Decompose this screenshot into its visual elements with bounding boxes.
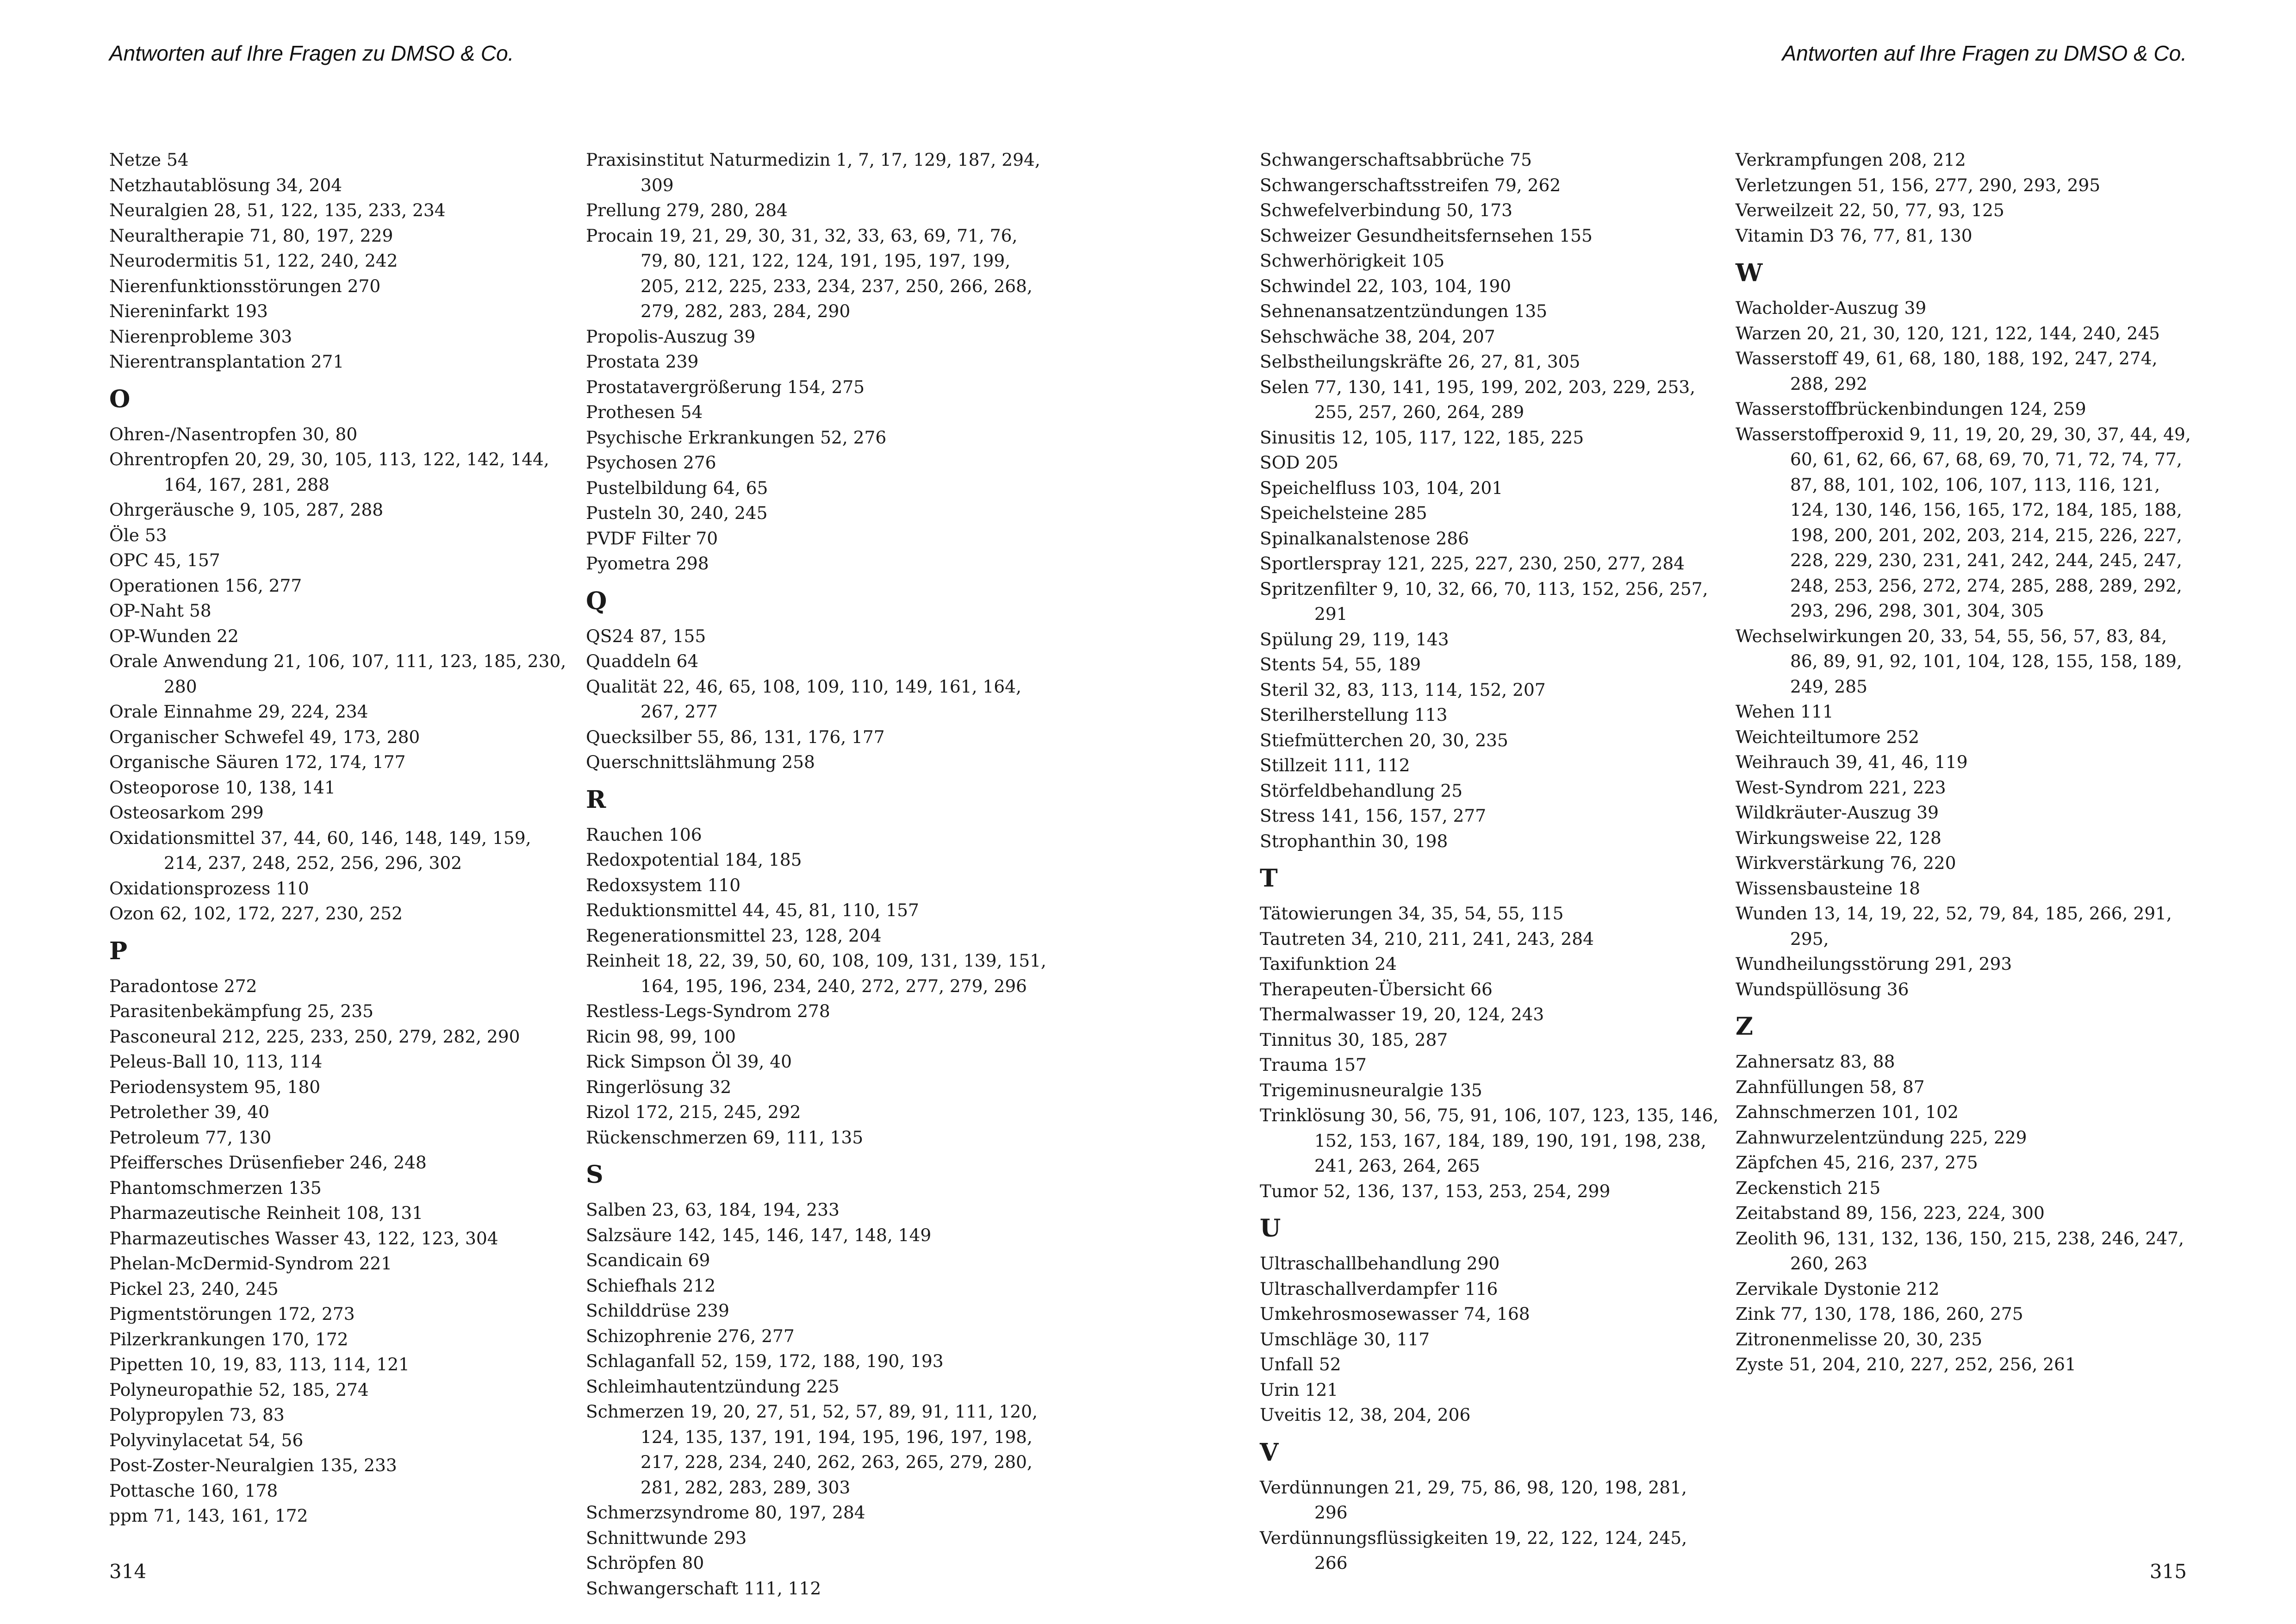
index-entry: Rauchen 106 — [586, 824, 702, 845]
index-entry: Netzhautablösung 34, 204 — [109, 175, 342, 195]
index-entry: Thermalwasser 19, 20, 124, 243 — [1260, 1004, 1544, 1024]
index-entry: PVDF Filter 70 — [586, 528, 718, 549]
index-entry: Weichteiltumore 252 — [1736, 726, 1920, 747]
index-entry: Petroleum 77, 130 — [109, 1127, 272, 1148]
index-entry: Pharmazeutische Reinheit 108, 131 — [109, 1203, 423, 1223]
index-entry: Rizol 172, 215, 245, 292 — [586, 1102, 801, 1122]
index-entry: Verdünnungsflüssigkeiten 19, 22, 122, 124, 245, 266 — [1260, 1527, 1687, 1573]
index-entry: Schmerzsyndrome 80, 197, 284 — [586, 1502, 865, 1523]
index-entry: Zäpfchen 45, 216, 237, 275 — [1736, 1152, 1978, 1173]
index-entry: Vitamin D3 76, 77, 81, 130 — [1736, 225, 1972, 246]
index-letter-heading: W — [1736, 259, 1763, 287]
index-entry: Ringerlösung 32 — [586, 1076, 732, 1097]
index-entry: Störfeldbehandlung 25 — [1260, 780, 1463, 801]
index-entry: Regenerationsmittel 23, 128, 204 — [586, 925, 882, 946]
index-column-1 — [109, 147, 572, 1529]
index-entry: Selen 77, 130, 141, 195, 199, 202, 203, 229, 253, 255, 257, 260, 264, 289 — [1260, 376, 1696, 422]
index-entry: Psychische Erkrankungen 52, 276 — [586, 427, 887, 448]
index-entry: ppm 71, 143, 161, 172 — [109, 1505, 308, 1526]
index-entry: Pottasche 160, 178 — [109, 1480, 278, 1501]
page-number-left: 314 — [109, 1560, 147, 1583]
index-entry: Speichelsteine 285 — [1260, 503, 1427, 523]
index-entry: Wasserstoffbrückenbindungen 124, 259 — [1736, 399, 2086, 419]
index-entry: Trinklösung 30, 56, 75, 91, 106, 107, 123, 135, 146, 152, 153, 167, 184, 189, 190, 191, 198, 238, 241, 263, 264, 265 — [1260, 1105, 1719, 1176]
index-entry: Wissensbausteine 18 — [1736, 878, 1920, 899]
index-entry: Netze 54 — [109, 150, 189, 170]
index-entry: Neuralgien 28, 51, 122, 135, 233, 234 — [109, 200, 446, 220]
index-entry: Ultraschallverdampfer 116 — [1260, 1278, 1498, 1299]
index-entry: Neurodermitis 51, 122, 240, 242 — [109, 250, 398, 271]
index-entry: Ricin 98, 99, 100 — [586, 1026, 736, 1047]
index-entry: Tautreten 34, 210, 211, 241, 243, 284 — [1260, 928, 1594, 949]
index-entry: Zahnfüllungen 58, 87 — [1736, 1076, 1925, 1097]
index-entry: Prostata 239 — [586, 351, 699, 372]
index-entry: Scandicain 69 — [586, 1250, 710, 1270]
index-entry: Procain 19, 21, 29, 30, 31, 32, 33, 63, 69, 71, 76, 79, 80, 121, 122, 124, 191, 195, 197, 199, 205, 212, 225, 233, 234, 237, 250, 266, 268, 279, 282, 283, 284, 290 — [586, 225, 1033, 321]
running-head-right: Antworten auf Ihre Fragen zu DMSO & Co. — [1782, 41, 2187, 65]
index-entry: Verweilzeit 22, 50, 77, 93, 125 — [1736, 200, 2004, 220]
index-entry: Praxisinstitut Naturmedizin 1, 7, 17, 129, 187, 294, 309 — [586, 150, 1040, 195]
index-entry: Tumor 52, 136, 137, 153, 253, 254, 299 — [1260, 1181, 1611, 1201]
index-entry: Strophanthin 30, 198 — [1260, 831, 1448, 851]
index-letter-heading: T — [1260, 864, 1278, 893]
index-entry: Querschnittslähmung 258 — [586, 752, 815, 772]
index-entry: Stress 141, 156, 157, 277 — [1260, 806, 1487, 826]
index-entry: Wasserstoff 49, 61, 68, 180, 188, 192, 247, 274, 288, 292 — [1736, 348, 2158, 394]
index-entry: Spülung 29, 119, 143 — [1260, 629, 1449, 650]
index-entry: Nierentransplantation 271 — [109, 351, 344, 372]
index-entry: QS24 87, 155 — [586, 625, 706, 646]
index-entry: Polyneuropathie 52, 185, 274 — [109, 1379, 369, 1400]
index-entry: Wechselwirkungen 20, 33, 54, 55, 56, 57, 83, 84, 86, 89, 91, 92, 101, 104, 128, 155, 158, 189, 249, 285 — [1736, 625, 2182, 697]
index-entry: Orale Einnahme 29, 224, 234 — [109, 701, 368, 722]
index-entry: Propolis-Auszug 39 — [586, 326, 756, 347]
index-entry: Verletzungen 51, 156, 277, 290, 293, 295 — [1736, 175, 2101, 195]
index-entry: Redoxsystem 110 — [586, 874, 741, 895]
index-entry: Tinnitus 30, 185, 287 — [1260, 1029, 1448, 1050]
index-entry: Organische Säuren 172, 174, 177 — [109, 752, 406, 772]
index-entry: Prothesen 54 — [586, 402, 703, 422]
index-entry: Wirkverstärkung 76, 220 — [1736, 853, 1956, 873]
index-entry: Salben 23, 63, 184, 194, 233 — [586, 1199, 840, 1220]
index-entry: Redoxpotential 184, 185 — [586, 849, 802, 870]
index-entry: Stiefmütterchen 20, 30, 235 — [1260, 730, 1508, 750]
index-entry: Restless-Legs-Syndrom 278 — [586, 1001, 830, 1021]
index-entry: Sportlerspray 121, 225, 227, 230, 250, 277, 284 — [1260, 553, 1685, 574]
index-entry: Uveitis 12, 38, 204, 206 — [1260, 1405, 1471, 1425]
index-entry: Orale Anwendung 21, 106, 107, 111, 123, 185, 230, 280 — [109, 651, 566, 697]
index-entry: Schweizer Gesundheitsfernsehen 155 — [1260, 225, 1593, 246]
index-entry: Umschläge 30, 117 — [1260, 1329, 1430, 1349]
index-entry: SOD 205 — [1260, 452, 1338, 473]
index-entry: Sterilherstellung 113 — [1260, 705, 1448, 725]
index-entry: Nierenfunktionsstörungen 270 — [109, 275, 381, 296]
index-entry: Schwangerschaftsabbrüche 75 — [1260, 150, 1532, 170]
index-entry: Zeolith 96, 131, 132, 136, 150, 215, 238, 246, 247, 260, 263 — [1736, 1228, 2184, 1274]
index-entry: Osteosarkom 299 — [109, 802, 264, 823]
index-entry: Tätowierungen 34, 35, 54, 55, 115 — [1260, 903, 1564, 924]
index-letter-heading: Q — [586, 587, 607, 615]
index-entry: OP-Naht 58 — [109, 600, 212, 621]
index-letter-heading: P — [109, 937, 128, 965]
index-entry: Reinheit 18, 22, 39, 50, 60, 108, 109, 131, 139, 151, 164, 195, 196, 234, 240, 272, 277, 279, 296 — [586, 950, 1046, 996]
index-entry: Schwefelverbindung 50, 173 — [1260, 200, 1513, 220]
page-number-right: 315 — [2149, 1560, 2187, 1583]
index-entry: Ultraschallbehandlung 290 — [1260, 1253, 1500, 1274]
index-entry: Oxidationsmittel 37, 44, 60, 146, 148, 149, 159, 214, 237, 248, 252, 256, 296, 302 — [109, 827, 531, 873]
index-entry: Quaddeln 64 — [586, 651, 699, 671]
index-entry: Zahnschmerzen 101, 102 — [1736, 1102, 1959, 1122]
index-entry: Qualität 22, 46, 65, 108, 109, 110, 149, 161, 164, 267, 277 — [586, 676, 1021, 722]
index-entry: Ohrgeräusche 9, 105, 287, 288 — [109, 500, 384, 520]
index-entry: Reduktionsmittel 44, 45, 81, 110, 157 — [586, 900, 919, 920]
index-entry: Osteoporose 10, 138, 141 — [109, 777, 336, 798]
index-entry: Zeitabstand 89, 156, 223, 224, 300 — [1736, 1203, 2045, 1223]
index-entry: Taxifunktion 24 — [1260, 954, 1397, 974]
index-entry: Polypropylen 73, 83 — [109, 1405, 285, 1425]
index-entry: Sehschwäche 38, 204, 207 — [1260, 326, 1495, 347]
index-entry: Oxidationsprozess 110 — [109, 878, 309, 899]
index-entry: Weihrauch 39, 41, 46, 119 — [1736, 752, 1968, 772]
index-entry: Schwangerschaft 111, 112 — [586, 1578, 821, 1599]
index-entry: Öle 53 — [109, 525, 167, 545]
index-entry: Schiefhals 212 — [586, 1275, 716, 1296]
index-entry: Spinalkanalstenose 286 — [1260, 528, 1469, 549]
index-entry: Verdünnungen 21, 29, 75, 86, 98, 120, 198, 281, 296 — [1260, 1477, 1687, 1523]
index-entry: Verkrampfungen 208, 212 — [1736, 150, 1966, 170]
index-entry: Steril 32, 83, 113, 114, 152, 207 — [1260, 679, 1546, 700]
index-entry: Pilzerkrankungen 170, 172 — [109, 1329, 348, 1349]
index-entry: Schröpfen 80 — [586, 1553, 704, 1573]
index-entry: OPC 45, 157 — [109, 550, 220, 570]
index-entry: Salzsäure 142, 145, 146, 147, 148, 149 — [586, 1224, 932, 1245]
index-entry: Phelan-McDermid-Syndrom 221 — [109, 1253, 392, 1274]
index-entry: Pusteln 30, 240, 245 — [586, 503, 768, 523]
index-letter-heading: V — [1260, 1438, 1279, 1467]
index-entry: OP-Wunden 22 — [109, 625, 239, 646]
index-entry: Unfall 52 — [1260, 1354, 1341, 1374]
index-entry: Pyometra 298 — [586, 553, 709, 574]
index-letter-heading: U — [1260, 1214, 1281, 1243]
index-entry: Wundspüllösung 36 — [1736, 979, 1909, 999]
index-entry: Prellung 279, 280, 284 — [586, 200, 788, 220]
index-entry: Zahnwurzelentzündung 225, 229 — [1736, 1127, 2027, 1148]
index-entry: Neuraltherapie 71, 80, 197, 229 — [109, 225, 393, 246]
index-entry: Zervikale Dystonie 212 — [1736, 1278, 1940, 1299]
index-entry: Wunden 13, 14, 19, 22, 52, 79, 84, 185, 266, 291, 295, — [1736, 903, 2172, 949]
index-entry: Parasitenbekämpfung 25, 235 — [109, 1001, 373, 1021]
index-letter-heading: O — [109, 385, 131, 413]
index-entry: Zyste 51, 204, 210, 227, 252, 256, 261 — [1736, 1354, 2076, 1374]
index-entry: Stents 54, 55, 189 — [1260, 654, 1421, 675]
index-entry: Schlaganfall 52, 159, 172, 188, 190, 193 — [586, 1351, 944, 1371]
index-entry: Selbstheilungskräfte 26, 27, 81, 305 — [1260, 351, 1580, 372]
index-entry: Wasserstoffperoxid 9, 11, 19, 20, 29, 30, 37, 44, 49, 60, 61, 62, 66, 67, 68, 69, 70, 71, 72, 74, 77, 87, 88, 101, 102, 106, 107, 113, 116, 121, 124, 130, 146, 156, 165, 172, 184, 185, 188, 198, 200, 201, 202, 203, 214, 215, 226, 227, 228, 229, 230, 231, 241, 242, 244, 245, 247, 248, 253, 256, 272, 274, 285, 288, 289, 292, 293, 296, 298, 301, 304, 305 — [1736, 424, 2191, 621]
index-entry: Schmerzen 19, 20, 27, 51, 52, 57, 89, 91, 111, 120, 124, 135, 137, 191, 194, 195, 196, 197, 198, 217, 228, 234, 240, 262, 263, 265, 279, 280, 281, 282, 283, 289, 303 — [586, 1401, 1038, 1498]
index-entry: Pfeiffersches Drüsenfieber 246, 248 — [109, 1152, 427, 1173]
index-entry: Schwindel 22, 103, 104, 190 — [1260, 275, 1512, 296]
index-entry: Pasconeural 212, 225, 233, 250, 279, 282, 290 — [109, 1026, 520, 1047]
index-entry: Spritzenfilter 9, 10, 32, 66, 70, 113, 152, 256, 257, 291 — [1260, 578, 1708, 624]
index-entry: Umkehrosmosewasser 74, 168 — [1260, 1304, 1530, 1324]
index-entry: Rick Simpson Öl 39, 40 — [586, 1051, 792, 1072]
index-entry: Pharmazeutisches Wasser 43, 122, 123, 304 — [109, 1228, 498, 1249]
index-entry: Quecksilber 55, 86, 131, 176, 177 — [586, 726, 885, 747]
index-entry: Pigmentstörungen 172, 273 — [109, 1304, 355, 1324]
index-entry: Zink 77, 130, 178, 186, 260, 275 — [1736, 1304, 2023, 1324]
index-entry: Speichelfluss 103, 104, 201 — [1260, 477, 1503, 498]
index-entry: Ohrentropfen 20, 29, 30, 105, 113, 122, 142, 144, 164, 167, 281, 288 — [109, 449, 549, 495]
index-entry: Therapeuten-Übersicht 66 — [1260, 979, 1493, 999]
index-entry: Ozon 62, 102, 172, 227, 230, 252 — [109, 903, 403, 924]
index-entry: Nierenprobleme 303 — [109, 326, 292, 347]
index-entry: Sinusitis 12, 105, 117, 122, 185, 225 — [1260, 427, 1584, 448]
index-entry: Stillzeit 111, 112 — [1260, 755, 1410, 775]
index-entry: Petrolether 39, 40 — [109, 1102, 270, 1122]
index-entry: Sehnenansatzentzündungen 135 — [1260, 301, 1548, 321]
index-entry: Schwerhörigkeit 105 — [1260, 250, 1445, 271]
index-entry: Schilddrüse 239 — [586, 1300, 729, 1321]
index-entry: Pustelbildung 64, 65 — [586, 477, 768, 498]
index-entry: Wacholder-Auszug 39 — [1736, 298, 1927, 318]
index-entry: Prostatavergrößerung 154, 275 — [586, 376, 865, 397]
index-entry: Niereninfarkt 193 — [109, 301, 268, 321]
index-entry: Wundheilungsstörung 291, 293 — [1736, 954, 2012, 974]
index-entry: Organischer Schwefel 49, 173, 280 — [109, 726, 420, 747]
index-entry: West-Syndrom 221, 223 — [1736, 777, 1946, 798]
index-entry: Pickel 23, 240, 245 — [109, 1278, 279, 1299]
index-entry: Schnittwunde 293 — [586, 1527, 747, 1548]
index-entry: Wildkräuter-Auszug 39 — [1736, 802, 1939, 823]
index-entry: Psychosen 276 — [586, 452, 716, 473]
index-entry: Trigeminusneuralgie 135 — [1260, 1080, 1482, 1100]
index-entry: Zitronenmelisse 20, 30, 235 — [1736, 1329, 1983, 1349]
index-entry: Rückenschmerzen 69, 111, 135 — [586, 1127, 864, 1148]
index-entry: Zahnersatz 83, 88 — [1736, 1051, 1895, 1072]
index-entry: Urin 121 — [1260, 1379, 1338, 1400]
index-letter-heading: Z — [1736, 1012, 1753, 1041]
index-letter-heading: R — [586, 785, 606, 814]
index-entry: Phantomschmerzen 135 — [109, 1177, 322, 1198]
index-entry: Peleus-Ball 10, 113, 114 — [109, 1051, 323, 1072]
index-column-2 — [586, 147, 1049, 1601]
index-letter-heading: S — [586, 1161, 604, 1189]
index-column-4 — [1736, 147, 2198, 1377]
index-entry: Wirkungsweise 22, 128 — [1736, 827, 1941, 848]
index-entry: Schwangerschaftsstreifen 79, 262 — [1260, 175, 1561, 195]
index-entry: Periodensystem 95, 180 — [109, 1076, 321, 1097]
index-entry: Zeckenstich 215 — [1736, 1177, 1881, 1198]
index-entry: Trauma 157 — [1260, 1055, 1367, 1075]
running-head-left: Antworten auf Ihre Fragen zu DMSO & Co. — [109, 41, 514, 65]
index-entry: Schleimhautentzündung 225 — [586, 1376, 840, 1397]
index-entry: Post-Zoster-Neuralgien 135, 233 — [109, 1455, 397, 1475]
index-entry: Operationen 156, 277 — [109, 575, 302, 596]
index-entry: Pipetten 10, 19, 83, 113, 114, 121 — [109, 1354, 410, 1374]
index-column-3 — [1260, 147, 1723, 1576]
index-entry: Ohren-/Nasentropfen 30, 80 — [109, 424, 358, 444]
index-entry: Paradontose 272 — [109, 975, 257, 996]
index-entry: Warzen 20, 21, 30, 120, 121, 122, 144, 240, 245 — [1736, 323, 2160, 344]
index-entry: Polyvinylacetat 54, 56 — [109, 1430, 304, 1450]
index-entry: Wehen 111 — [1736, 701, 1834, 722]
index-entry: Schizophrenie 276, 277 — [586, 1325, 795, 1346]
